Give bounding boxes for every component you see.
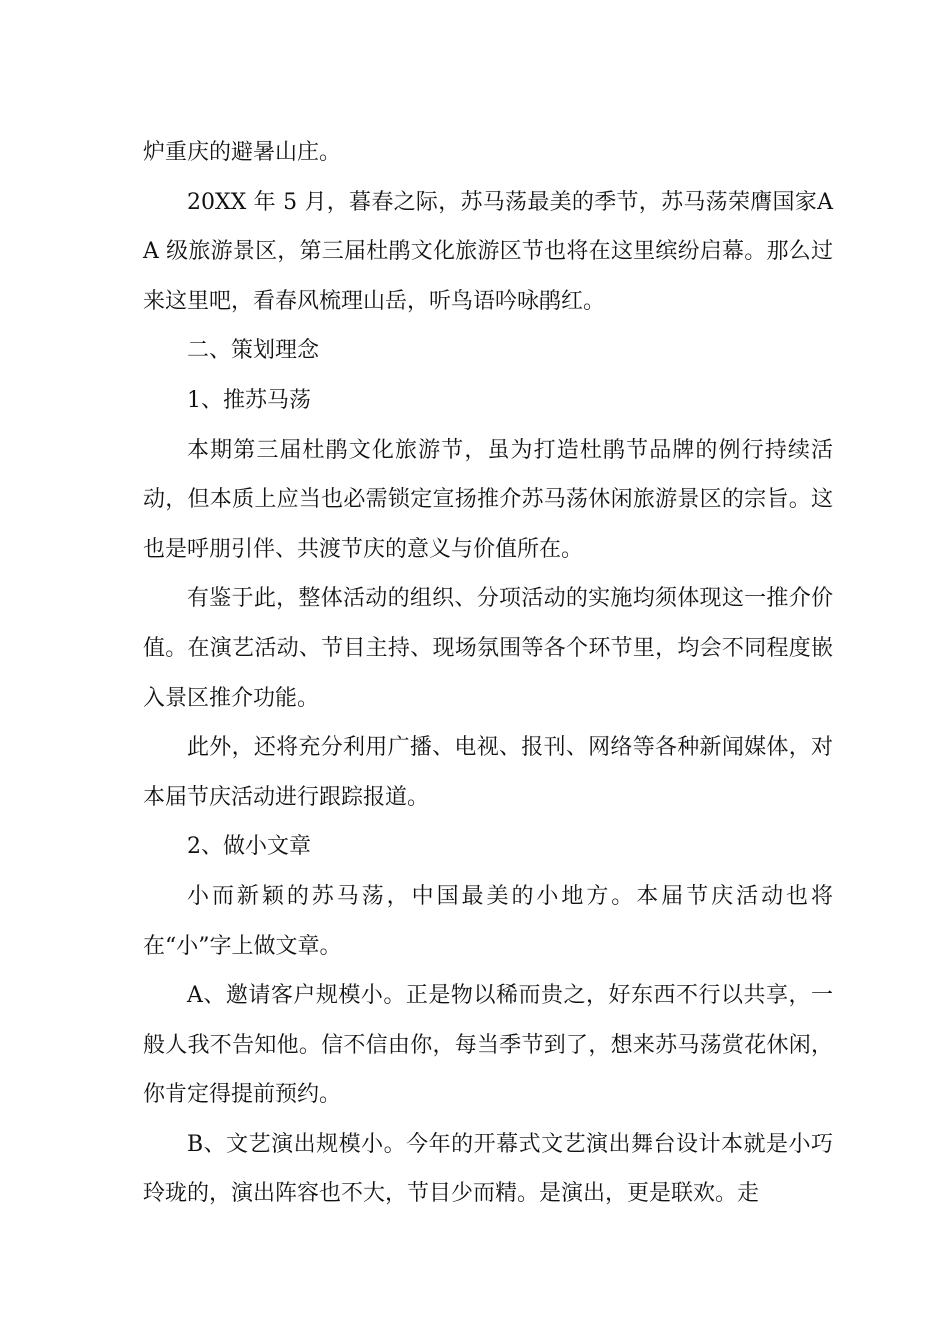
paragraph-media-coverage: 此外，还将充分利用广播、电视、报刊、网络等各种新闻媒体，对本届节庆活动进行跟踪报道。 bbox=[143, 735, 833, 810]
paragraph-festival-purpose: 本期第三届杜鹃文化旅游节，虽为打造杜鹃节品牌的例行持续活动，但本质上应当也必需锁定宣扬推介苏马荡休闲旅游景区的宗旨。这也是呼朋引伴、共渡节庆的意义与价值所在。 bbox=[143, 437, 833, 562]
paragraph-item-a: A、邀请客户规模小。正是物以稀而贵之，好东西不行以共享，一般人我不告知他。信不信由你，每当季节到了，想来苏马荡赏花休闲，你肯定得提前预约。 bbox=[143, 983, 833, 1108]
paragraph-event-intro: 20XX 年 5 月，暮春之际，苏马荡最美的季节，苏马荡荣膺国家AA 级旅游景区，第三届杜鹃文化旅游区节也将在这里缤纷启幕。那么过来这里吧，看春风梳理山岳，听鸟语吟咏鹃红。 bbox=[143, 189, 833, 314]
paragraph-continuation: 炉重庆的避暑山庄。 bbox=[143, 140, 342, 165]
document-body bbox=[143, 128, 833, 1219]
subheading-promote-sumadang: 1、推苏马荡 bbox=[187, 387, 311, 413]
paragraph-promotion-value: 有鉴于此，整体活动的组织、分项活动的实施均须体现这一推介价值。在演艺活动、节目主持、现场氛围等各个环节里，均会不同程度嵌入景区推介功能。 bbox=[143, 586, 833, 711]
section-heading-planning-concept: 二、策划理念 bbox=[187, 338, 320, 364]
paragraph-small-theme: 小而新颖的苏马荡，中国最美的小地方。本届节庆活动也将在“小”字上做文章。 bbox=[143, 883, 833, 959]
paragraph-item-b: B、文艺演出规模小。今年的开幕式文艺演出舞台设计本就是小巧玲珑的，演出阵容也不大，节目少而精。是演出，更是联欢。走 bbox=[143, 1131, 833, 1207]
subheading-small-articles: 2、做小文章 bbox=[187, 834, 311, 860]
